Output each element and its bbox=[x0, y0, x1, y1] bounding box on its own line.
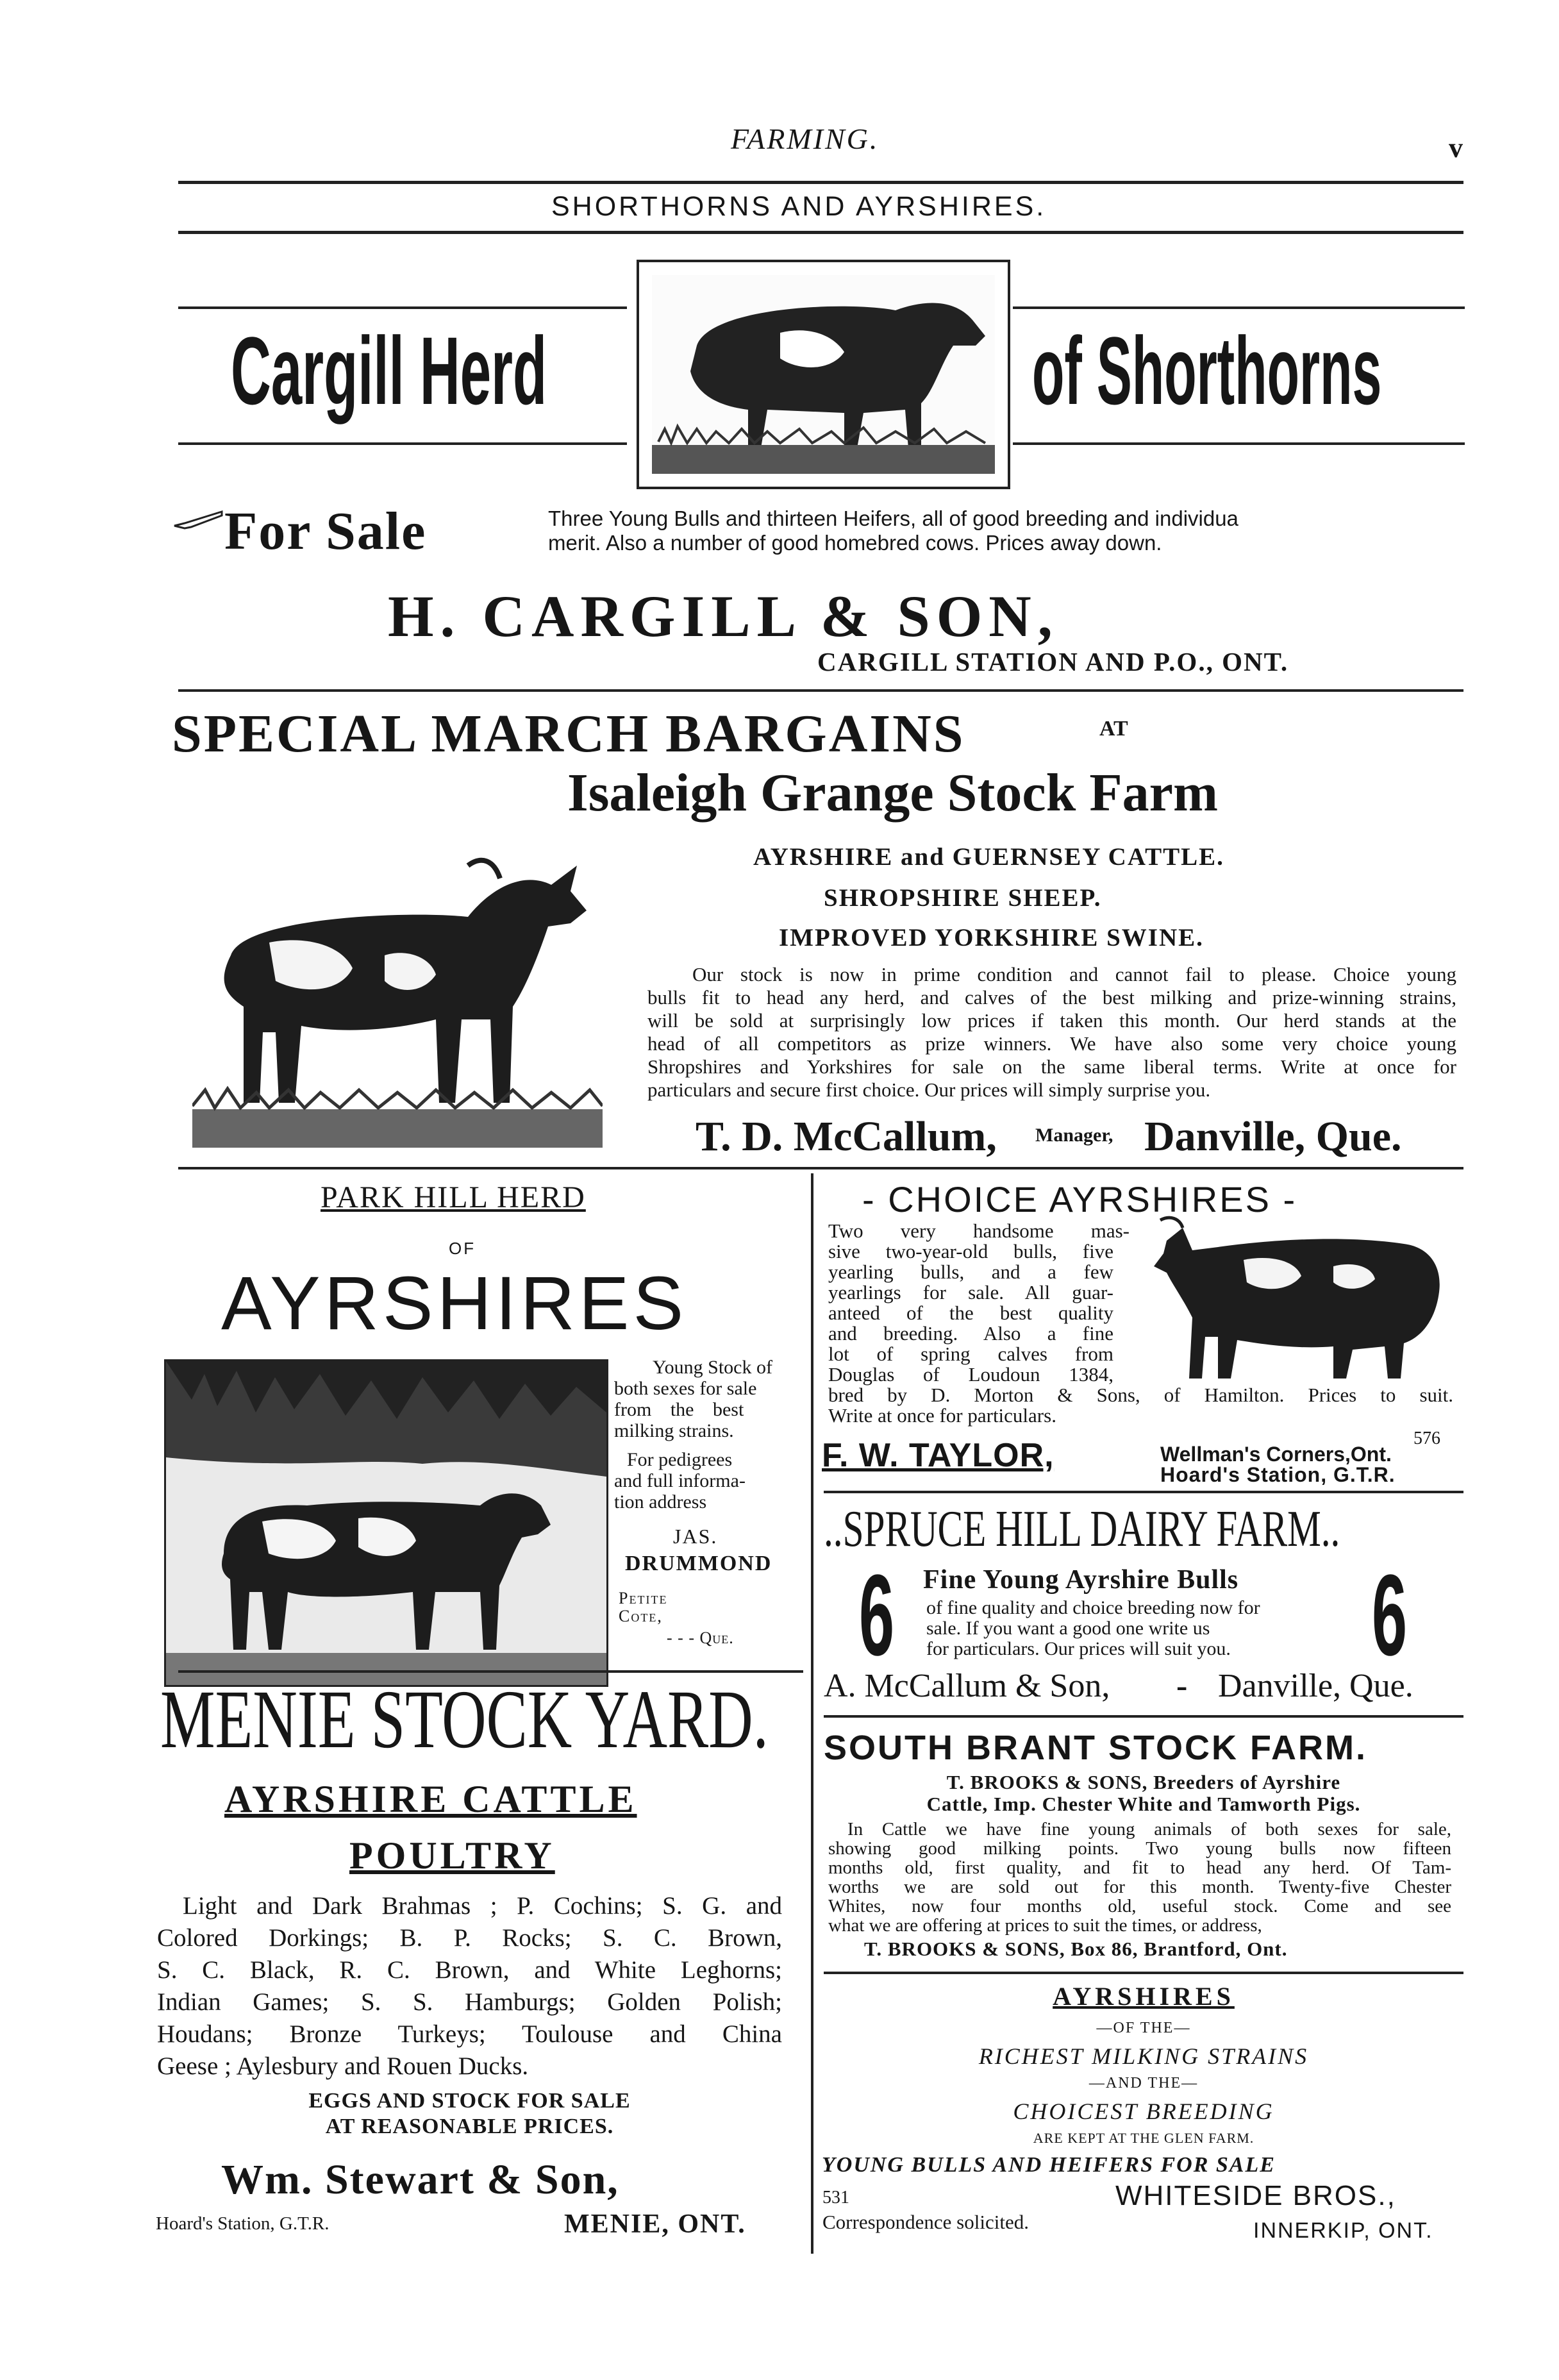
running-title: FARMING. bbox=[731, 122, 880, 155]
spruce-dash: - bbox=[1176, 1668, 1188, 1704]
menie-eggs-line1: EGGS AND STOCK FOR SALE bbox=[308, 2089, 631, 2113]
park-hill-text-line: For pedigrees bbox=[627, 1449, 733, 1470]
choice-body-line: Write at once for particulars. bbox=[828, 1404, 1056, 1427]
menie-ayrshire-cattle: AYRSHIRE CATTLE bbox=[224, 1778, 637, 1820]
mccallum-name: T. D. McCallum, bbox=[696, 1113, 997, 1160]
spruce-town: Danville, Que. bbox=[1218, 1668, 1413, 1704]
spruce-bottom-rule bbox=[824, 1715, 1463, 1718]
shorthorn-bull-frame bbox=[637, 260, 1010, 489]
menie-body-line: Light and Dark Brahmas ; P. Cochins; S. G. and bbox=[183, 1892, 782, 1920]
whiteside-title: AYRSHIRES bbox=[1053, 1982, 1235, 2011]
menie-poultry: POULTRY bbox=[349, 1834, 555, 1877]
south-brant-sub1: T. BROOKS & SONS, Breeders of Ayrshire bbox=[946, 1771, 1341, 1793]
special-march-bargains: SPECIAL MARCH BARGAINS bbox=[172, 704, 965, 764]
at-label: AT bbox=[1099, 717, 1128, 741]
choice-body-line: anteed of the best quality bbox=[828, 1302, 1113, 1324]
choice-body-line: Two very handsome mas- bbox=[828, 1219, 1130, 1242]
whiteside-number: 531 bbox=[822, 2188, 849, 2208]
south-brant-body-line: what we are offering at prices to suit the times, or address, bbox=[828, 1915, 1262, 1936]
menie-body bbox=[157, 1890, 782, 2082]
menie-firm: Wm. Stewart & Son, bbox=[221, 2156, 619, 2203]
cargill-bottom-rule bbox=[178, 689, 1463, 692]
isaleigh-body-line: head of all competitors as prize winners. We have also some very choice young bbox=[647, 1032, 1456, 1055]
whiteside-town: INNERKIP, ONT. bbox=[1253, 2218, 1433, 2243]
menie-body-line: Houdans; Bronze Turkeys; Toulouse and China bbox=[157, 2020, 782, 2048]
park-hill-jas: JAS. bbox=[673, 1525, 718, 1548]
south-brant-body-line: showing good milking points. Two young bulls now fifteen bbox=[828, 1838, 1451, 1859]
isaleigh-line-shropshire: SHROPSHIRE SHEEP. bbox=[824, 884, 1102, 912]
choice-ayrshire-cow-image bbox=[1147, 1215, 1455, 1388]
cargill-rule-right-top bbox=[1013, 306, 1465, 309]
spruce-body bbox=[926, 1598, 1369, 1659]
isaleigh-body-line: Shropshires and Yorkshires for sale on the same liberal terms. Write at once for bbox=[647, 1055, 1456, 1078]
whiteside-firm: WHITESIDE BROS., bbox=[1115, 2180, 1396, 2211]
spruce-six-left: 6 bbox=[859, 1551, 895, 1680]
park-hill-title: PARK HILL HERD bbox=[321, 1180, 586, 1214]
choice-body-line: and breeding. Also a fine bbox=[828, 1322, 1113, 1345]
cargill-description-1: Three Young Bulls and thirteen Heifers, all of good breeding and individua bbox=[548, 507, 1238, 530]
for-sale-label: For Sale bbox=[224, 501, 427, 561]
wellmans-corners: Wellman's Corners,Ont. bbox=[1160, 1443, 1392, 1466]
choice-body-line: yearlings for sale. All guar- bbox=[828, 1281, 1113, 1303]
menie-body-line: Colored Dorkings; B. P. Rocks; S. C. Brown, bbox=[157, 1924, 782, 1952]
shorthorn-bull-image bbox=[652, 275, 995, 474]
park-hill-text-line: Young Stock of bbox=[653, 1357, 772, 1378]
cargill-firm-name: H. CARGILL & SON, bbox=[388, 583, 1059, 649]
cargill-address: CARGILL STATION AND P.O., ONT. bbox=[817, 647, 1289, 676]
south-brant-body-line: In Cattle we have fine young animals of both sexes for sale, bbox=[847, 1819, 1451, 1839]
whiteside-correspondence: Correspondence solicited. bbox=[822, 2211, 1029, 2233]
choice-body-line: lot of spring calves from bbox=[828, 1343, 1113, 1365]
choice-body-line: sive two-year-old bulls, five bbox=[828, 1240, 1113, 1262]
isaleigh-farm-name: Isaleigh Grange Stock Farm bbox=[567, 763, 1218, 823]
south-brant-body-line: worths we are sold out for this month. Twenty-five Chester bbox=[828, 1877, 1451, 1897]
fw-taylor: F. W. TAYLOR, bbox=[822, 1437, 1055, 1474]
section-title: SHORTHORNS AND AYRSHIRES. bbox=[551, 191, 1047, 222]
park-hill-text-line: milking strains. bbox=[614, 1420, 734, 1441]
choice-body-line: bred by D. Morton & Sons, of Hamilton. Prices to suit. bbox=[828, 1384, 1453, 1406]
south-brant-sub2: Cattle, Imp. Chester White and Tamworth Pigs. bbox=[926, 1793, 1361, 1815]
menie-town: MENIE, ONT. bbox=[564, 2209, 746, 2239]
cargill-herd-title: Cargill Herd bbox=[231, 317, 547, 424]
mccallum-role: Manager, bbox=[1035, 1125, 1113, 1146]
park-hill-of: OF bbox=[449, 1239, 476, 1258]
park-hill-text-line: both sexes for sale bbox=[614, 1378, 757, 1399]
isaleigh-body-line: will be sold at surprisingly low prices if taken this month. Our herd stands at the bbox=[647, 1009, 1456, 1032]
isaleigh-bottom-rule bbox=[178, 1167, 1463, 1169]
isaleigh-body bbox=[647, 963, 1456, 1102]
spruce-body-line: of fine quality and choice breeding now for bbox=[926, 1597, 1260, 1618]
spruce-six-right: 6 bbox=[1372, 1551, 1408, 1680]
menie-station: Hoard's Station, G.T.R. bbox=[156, 2213, 329, 2234]
column-divider bbox=[811, 1173, 813, 2254]
cargill-rule-right-bottom bbox=[1013, 442, 1465, 445]
cargill-description-2: merit. Also a number of good homebred cows. Prices away down. bbox=[548, 531, 1162, 555]
cargill-rule-left-bottom bbox=[178, 442, 627, 445]
choice-body-line: Douglas of Loudoun 1384, bbox=[828, 1363, 1113, 1386]
shorthorns-title: of Shorthorns bbox=[1032, 317, 1382, 424]
spruce-body-line: for particulars. Our prices will suit you. bbox=[926, 1638, 1231, 1659]
isaleigh-body-line: particulars and secure first choice. Our prices will simply surprise you. bbox=[647, 1078, 1211, 1101]
park-hill-que: - - - Que. bbox=[667, 1629, 734, 1647]
menie-eggs-line2: AT REASONABLE PRICES. bbox=[325, 2115, 614, 2138]
isaleigh-line-ayrshire: AYRSHIRE and GUERNSEY CATTLE. bbox=[753, 843, 1224, 871]
spruce-hill-title: ..SPRUCE HILL DAIRY FARM.. bbox=[824, 1501, 1340, 1557]
whiteside-and-the: —AND THE— bbox=[1088, 2075, 1199, 2091]
menie-body-line: Geese ; Aylesbury and Rouen Ducks. bbox=[157, 2052, 529, 2080]
park-hill-cow-frame bbox=[164, 1359, 608, 1687]
park-hill-petite: Petite bbox=[619, 1589, 668, 1607]
spruce-bulls: Fine Young Ayrshire Bulls bbox=[923, 1565, 1239, 1595]
choice-number: 576 bbox=[1413, 1429, 1440, 1448]
cargill-rule-left-top bbox=[178, 306, 627, 309]
park-hill-ayrshires: AYRSHIRES bbox=[221, 1261, 688, 1346]
south-brant-signoff: T. BROOKS & SONS, Box 86, Brantford, Ont. bbox=[864, 1938, 1288, 1960]
whiteside-kept: ARE KEPT AT THE GLEN FARM. bbox=[1033, 2130, 1255, 2146]
south-brant-bottom-rule bbox=[824, 1972, 1463, 1974]
south-brant-title: SOUTH BRANT STOCK FARM. bbox=[824, 1729, 1367, 1767]
header-rule-2 bbox=[178, 231, 1463, 234]
park-hill-text-line: tion address bbox=[614, 1491, 707, 1513]
spruce-firm: A. McCallum & Son, bbox=[824, 1668, 1110, 1704]
spruce-body-line: sale. If you want a good one write us bbox=[926, 1618, 1210, 1639]
whiteside-choicest: CHOICEST BREEDING bbox=[1013, 2099, 1274, 2124]
choice-ayrshires-title: - CHOICE AYRSHIRES - bbox=[862, 1179, 1297, 1219]
pointing-hand-icon bbox=[172, 507, 223, 532]
choice-bottom-rule bbox=[824, 1491, 1463, 1493]
danville-town: Danville, Que. bbox=[1144, 1113, 1402, 1160]
ayrshire-bull-image bbox=[192, 846, 603, 1154]
isaleigh-body-line: Our stock is now in prime condition and cannot fail to please. Choice young bbox=[692, 963, 1456, 985]
south-brant-body-line: months old, first quality, and fit to head any herd. Of Tam- bbox=[828, 1857, 1451, 1878]
isaleigh-body-line: bulls fit to head any herd, and calves of the best milking and prize-winning strains, bbox=[647, 986, 1456, 1009]
page-numeral: v bbox=[1449, 132, 1463, 163]
park-hill-drummond: DRUMMOND bbox=[625, 1552, 772, 1575]
whiteside-young: YOUNG BULLS AND HEIFERS FOR SALE bbox=[822, 2153, 1276, 2177]
menie-body-line: Indian Games; S. S. Hamburgs; Golden Polish; bbox=[157, 1988, 782, 2016]
whiteside-of-the: —OF THE— bbox=[1096, 2020, 1191, 2036]
park-hill-text bbox=[614, 1357, 787, 1513]
taylor-station: Hoard's Station, G.T.R. bbox=[1160, 1463, 1396, 1486]
park-hill-cote: Cote, bbox=[619, 1607, 663, 1625]
choice-body-line: yearling bulls, and a few bbox=[828, 1261, 1113, 1283]
header-rule-1 bbox=[178, 181, 1463, 184]
menie-title: MENIE STOCK YARD. bbox=[160, 1673, 769, 1766]
park-hill-text-line: and full informa- bbox=[614, 1470, 746, 1491]
whiteside-richest: RICHEST MILKING STRAINS bbox=[978, 2043, 1309, 2069]
south-brant-body-line: Whites, now four months old, useful stock. Come and see bbox=[828, 1896, 1451, 1916]
south-brant-body bbox=[828, 1820, 1451, 1935]
park-hill-cow-image bbox=[166, 1361, 606, 1685]
isaleigh-line-yorkshire: IMPROVED YORKSHIRE SWINE. bbox=[779, 924, 1204, 951]
park-hill-text-line: from the best bbox=[614, 1399, 744, 1420]
menie-body-line: S. C. Black, R. C. Brown, and White Leghorns; bbox=[157, 1956, 782, 1984]
park-hill-bottom-rule bbox=[178, 1670, 803, 1673]
